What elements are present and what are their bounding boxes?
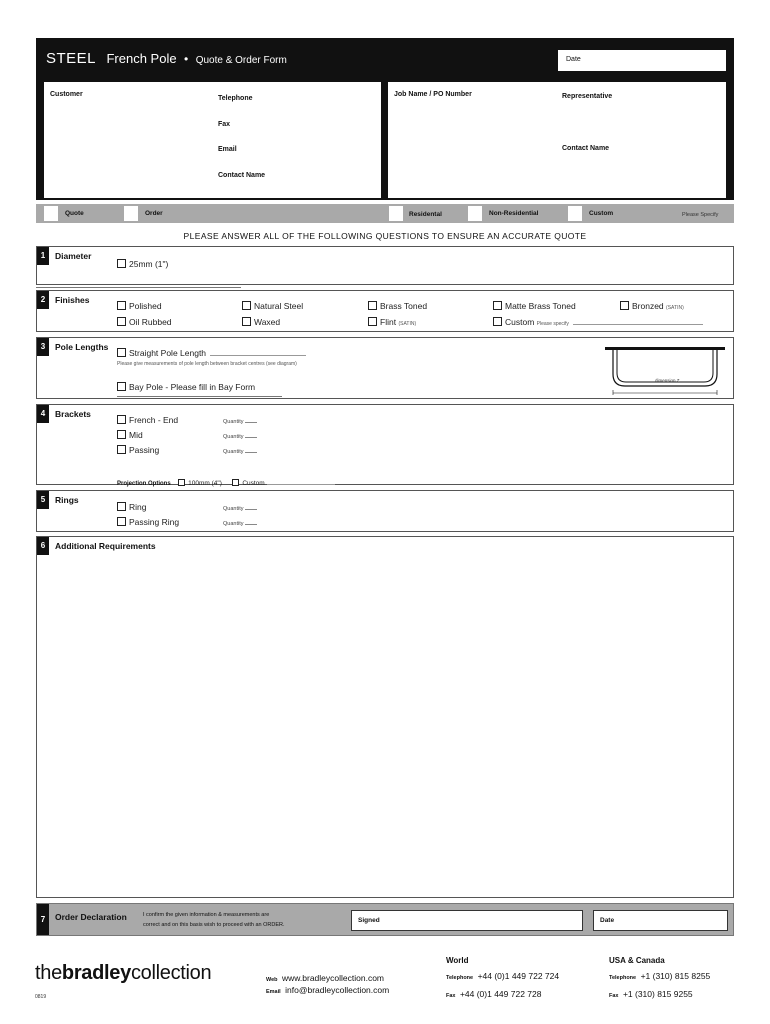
checkbox-icon <box>620 301 629 310</box>
company-logo: thebradleycollection <box>35 962 212 984</box>
pole-length-note: Please give measurements of pole length between bracket centres (see diagram) <box>117 361 297 367</box>
product-title: French Pole <box>106 51 177 66</box>
residential-label: Residental <box>409 211 442 218</box>
finish-brass-toned[interactable]: Brass Toned <box>368 301 427 311</box>
form-subtitle: Quote & Order Form <box>195 55 287 66</box>
custom-checkbox[interactable] <box>568 206 582 221</box>
job-label: Job Name / PO Number <box>394 91 472 98</box>
projection-options: Projection Options 100mm (4") Custom <box>117 472 335 490</box>
ring-quantity[interactable]: Quantity <box>223 506 257 512</box>
date-field[interactable]: Date <box>558 50 726 71</box>
custom-label: Custom <box>589 210 614 217</box>
finish-oil-rubbed[interactable]: Oil Rubbed <box>117 317 172 327</box>
form-title: STEEL French Pole • Quote & Order Form <box>46 50 287 67</box>
diameter-25mm-option[interactable]: 25mm (1") <box>117 259 168 269</box>
checkbox-icon <box>117 348 126 357</box>
diameter-title: Diameter <box>55 251 92 261</box>
finishes-title: Finishes <box>55 295 90 305</box>
quote-label: Quote <box>65 210 84 217</box>
form-code: 0819 <box>35 994 47 1000</box>
order-checkbox[interactable] <box>124 206 138 221</box>
contact2-label: Contact Name <box>562 145 610 152</box>
pole-diagram-icon <box>603 346 727 396</box>
additional-title: Additional Requirements <box>55 541 156 551</box>
order-label: Order <box>145 210 163 217</box>
customer-box[interactable] <box>44 82 381 198</box>
fax-label: Fax <box>218 121 231 128</box>
projection-100mm[interactable]: 100mm (4") <box>178 480 222 487</box>
passing-ring-quantity[interactable]: Quantity <box>223 521 257 527</box>
bay-pole-option[interactable]: Bay Pole - Please fill in Bay Form <box>117 382 255 392</box>
passing-quantity[interactable]: Quantity <box>223 449 257 455</box>
checkbox-icon <box>178 479 185 486</box>
web-contact: Web www.bradleycollection.com <box>266 973 385 983</box>
finish-polished[interactable]: Polished <box>117 301 162 311</box>
finish-waxed[interactable]: Waxed <box>242 317 280 327</box>
email-label: Email <box>218 146 237 153</box>
finish-flint[interactable]: Flint (SATIN) <box>368 317 416 327</box>
customer-label: Customer <box>50 91 83 98</box>
type-bar <box>36 204 734 223</box>
web-link[interactable]: www.bradleycollection.com <box>281 973 385 983</box>
declaration-text-2: correct and on this basis wish to proceed with an ORDER. <box>143 922 285 928</box>
non-residential-label: Non-Residential <box>489 210 539 217</box>
diagram-label: dimension Z <box>655 378 680 383</box>
checkbox-icon <box>117 517 126 526</box>
finish-matte-brass[interactable]: Matte Brass Toned <box>493 301 576 311</box>
bracket-mid[interactable]: Mid <box>117 430 143 440</box>
checkbox-icon <box>493 317 502 326</box>
declaration-title: Order Declaration <box>55 912 127 922</box>
section-additional[interactable]: 6 Additional Requirements <box>36 536 734 898</box>
contact-label: Contact Name <box>218 172 266 179</box>
checkbox-icon <box>117 301 126 310</box>
usa-contact: USA & Canada Telephone +1 (310) 815 8255 Fax +1 (310) 815 9255 <box>609 956 711 999</box>
brand-title: STEEL <box>46 50 97 67</box>
finish-natural-steel[interactable]: Natural Steel <box>242 301 303 311</box>
checkbox-icon <box>117 445 126 454</box>
section-pole-lengths: 3 Pole Lengths Straight Pole Length Please give measurements of pole length between bracket centres (see diagram) Bay Pole - Please fill in Bay Form dimension Z <box>36 337 734 399</box>
section-rings: 5 Rings Ring Quantity Passing Ring Quantity <box>36 490 734 532</box>
section-declaration: 7 Order Declaration I confirm the given information & measurements are correct and on this basis wish to proceed with an ORDER. Signed Date <box>36 903 734 936</box>
checkbox-icon <box>117 502 126 511</box>
section-finishes: 2 Finishes Polished Natural Steel Brass Toned Matte Brass Toned Bronzed (SATIN) Oil Rubbed Waxed Flint (SATIN) Custom Please specify <box>36 290 734 332</box>
finish-bronzed[interactable]: Bronzed (SATIN) <box>620 301 684 311</box>
checkbox-icon <box>368 317 377 326</box>
checkbox-icon <box>117 430 126 439</box>
declaration-text-1: I confirm the given information & measurements are <box>143 912 270 918</box>
straight-pole-length-option[interactable]: Straight Pole Length <box>117 348 306 358</box>
bracket-french-end[interactable]: French - End <box>117 415 178 425</box>
mid-quantity[interactable]: Quantity <box>223 434 257 440</box>
french-end-quantity[interactable]: Quantity <box>223 419 257 425</box>
rep-label: Representative <box>562 93 613 100</box>
section-divider <box>36 287 241 288</box>
checkbox-icon <box>117 317 126 326</box>
checkbox-icon <box>368 301 377 310</box>
checkbox-icon <box>242 317 251 326</box>
world-contact: World Telephone +44 (0)1 449 722 724 Fax +44 (0)1 449 722 728 <box>446 956 560 999</box>
please-specify-label: Please Specify <box>682 212 719 218</box>
bay-underline <box>117 396 282 397</box>
job-box[interactable] <box>388 82 726 198</box>
pole-lengths-title: Pole Lengths <box>55 342 109 352</box>
section-diameter: 1 Diameter 25mm (1") <box>36 246 734 285</box>
checkbox-icon <box>117 259 126 268</box>
ring-option[interactable]: Ring <box>117 502 146 512</box>
signed-field[interactable]: Signed <box>351 910 583 931</box>
projection-custom[interactable]: Custom <box>232 480 334 487</box>
non-residential-checkbox[interactable] <box>468 206 482 221</box>
rings-title: Rings <box>55 495 79 505</box>
email-contact: Email info@bradleycollection.com <box>266 985 390 995</box>
checkbox-icon <box>242 301 251 310</box>
checkbox-icon <box>117 382 126 391</box>
telephone-label: Telephone <box>218 95 253 102</box>
checkbox-icon <box>232 479 239 486</box>
bracket-passing[interactable]: Passing <box>117 445 159 455</box>
instruction-text: PLEASE ANSWER ALL OF THE FOLLOWING QUESTIONS TO ENSURE AN ACCURATE QUOTE <box>183 231 587 241</box>
finish-custom[interactable]: Custom Please specify <box>493 317 703 327</box>
checkbox-icon <box>117 415 126 424</box>
email-link[interactable]: info@bradleycollection.com <box>285 985 390 995</box>
checkbox-icon <box>493 301 502 310</box>
passing-ring-option[interactable]: Passing Ring <box>117 517 179 527</box>
quote-checkbox[interactable] <box>44 206 58 221</box>
residential-checkbox[interactable] <box>389 206 403 221</box>
declaration-date-field[interactable]: Date <box>593 910 728 931</box>
brackets-title: Brackets <box>55 409 91 419</box>
section-brackets: 4 Brackets French - End Quantity Mid Quantity Passing Quantity Projection Options 100mm (4") Custom <box>36 404 734 485</box>
